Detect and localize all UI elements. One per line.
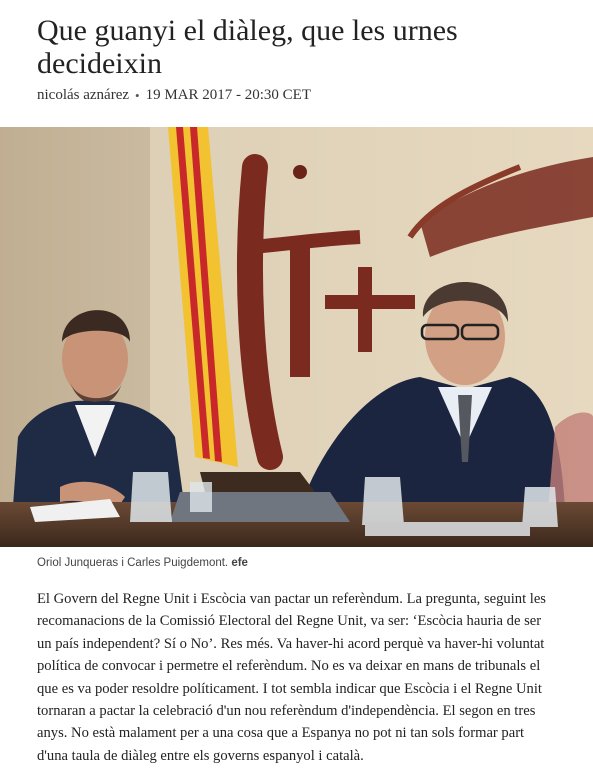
byline bbox=[37, 87, 311, 104]
publish-date: 19 MAR 2017 - 20:30 CET bbox=[145, 87, 312, 103]
photo-credit: efe bbox=[231, 557, 248, 569]
article-headline: Que guanyi el diàleg, que les urnes decideixin bbox=[37, 14, 458, 80]
photo-caption bbox=[37, 557, 248, 569]
article-body: El Govern del Regne Unit i Escòcia van pactar un referèndum. La pregunta, seguint les recomanacions de la Comissió Electoral del Regne Unit, va ser: ‘Escòcia hauria de ser un país independent? Sí o No’. Res més. Va haver-hi acord perquè va haver-hi voluntat política de convocar i permetre el referèndum. No es va deixar en mans de tribunals el que es va poder resoldre políticament. I tot sembla indicar que Escòcia i el Regne Unit tornaran a pactar la celebració d'un nou referèndum d'independència. El segon en tres anys. No està malament per a una cosa que a Espanya no pot ni tan sols formar part d'una taula de diàleg entre els governs espanyol i català. bbox=[37, 591, 546, 764]
photo-illustration bbox=[0, 127, 593, 547]
author-name[interactable]: nicolás aznárez bbox=[37, 87, 130, 103]
byline-separator: • bbox=[135, 87, 140, 103]
caption-text: Oriol Junqueras i Carles Puigdemont. bbox=[37, 557, 229, 569]
article-photo bbox=[0, 127, 593, 547]
